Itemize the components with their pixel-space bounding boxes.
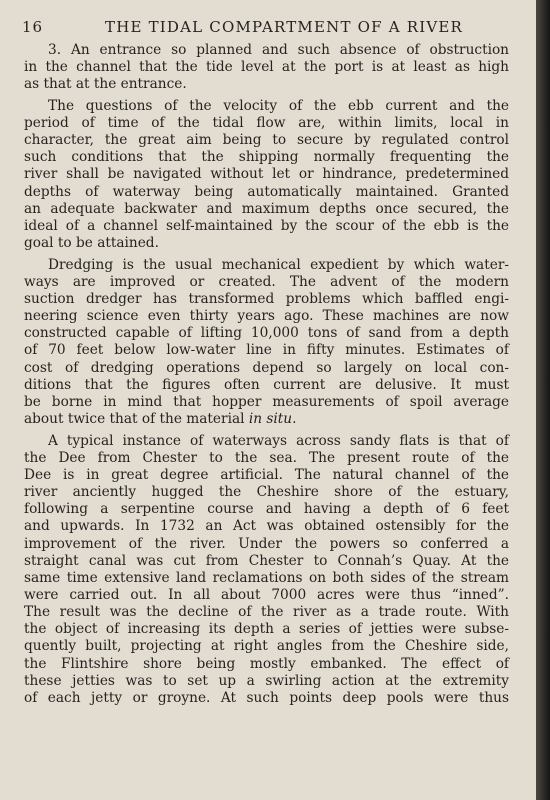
text-line: character, the great aim being to secure by regulated control xyxy=(24,132,509,149)
page-edge-shadow xyxy=(536,0,550,800)
text-line: following a serpentine course and having a depth of 6 feet xyxy=(24,501,509,518)
text-line: in the channel that the tide level at the port is at least as high xyxy=(24,59,509,76)
text-line: were carried out. In all about 7000 acres were thus “inned”. xyxy=(24,587,509,604)
text-line xyxy=(24,411,509,428)
paragraph-2 xyxy=(24,98,509,252)
text-line: of each jetty or groyne. At such points deep pools were thus xyxy=(24,689,509,706)
text-line: improvement of the river. Under the powers so conferred a xyxy=(24,535,509,552)
paragraph-1 xyxy=(24,42,509,93)
text-line: constructed capable of lifting 10,000 tons of sand from a depth xyxy=(24,325,509,342)
italic-phrase: in situ. xyxy=(248,411,297,428)
text-line: ditions that the figures often current are delusive. It must xyxy=(24,376,509,393)
text-line: depths of waterway being automatically maintained. Granted xyxy=(24,183,509,200)
text-line: Dredging is the usual mechanical expedient by which water- xyxy=(48,256,509,273)
text-line: The questions of the velocity of the ebb current and the xyxy=(48,97,509,114)
text-line: A typical instance of waterways across sandy flats is that of xyxy=(48,432,509,449)
text-line: The result was the decline of the river as a trade route. With xyxy=(24,604,509,621)
text-line: as that at the entrance. xyxy=(24,76,187,93)
running-title: THE TIDAL COMPARTMENT OF A RIVER xyxy=(104,18,463,36)
text-line: quently built, projecting at right angles from the Cheshire side, xyxy=(24,638,509,655)
paragraph-3 xyxy=(24,257,509,429)
text-line: the Flintshire shore being mostly embanked. The effect of xyxy=(24,655,509,672)
text-fragment: about twice that of the material xyxy=(24,411,249,428)
text-line: of 70 feet below low-water line in fifty minutes. Estimates of xyxy=(24,342,509,359)
page-header xyxy=(22,18,508,40)
paragraph-4 xyxy=(24,433,509,708)
body-text xyxy=(24,42,509,712)
text-line: ideal of a channel self-maintained by the scour of the ebb is the xyxy=(24,217,509,234)
text-line: an adequate backwater and maximum depths once secured, the xyxy=(24,200,509,217)
text-line: Dee is in great degree artificial. The natural channel of the xyxy=(24,466,509,483)
text-line: goal to be attained. xyxy=(24,235,159,252)
text-line: same time extensive land reclamations on both sides of the stream xyxy=(24,569,509,586)
text-line: be borne in mind that hopper measurements of spoil average xyxy=(24,393,509,410)
text-line: river anciently hugged the Cheshire shore of the estuary, xyxy=(24,484,509,501)
text-line: these jetties was to set up a swirling action at the extremity xyxy=(24,672,509,689)
text-line: straight canal was cut from Chester to Connah’s Quay. At the xyxy=(24,552,509,569)
text-line: 3. An entrance so planned and such absence of obstruction xyxy=(48,42,509,58)
text-line: period of time of the tidal flow are, within limits, local in xyxy=(24,115,509,132)
text-line: ways are improved or created. The advent of the modern xyxy=(24,273,509,290)
text-line: the object of increasing its depth a series of jetties were subse- xyxy=(24,621,509,638)
text-line: and upwards. In 1732 an Act was obtained ostensibly for the xyxy=(24,518,509,535)
text-line: suction dredger has transformed problems which baffled engi- xyxy=(24,290,509,307)
text-line: neering science even thirty years ago. These machines are now xyxy=(24,308,509,325)
text-line: the Dee from Chester to the sea. The present route of the xyxy=(24,449,509,466)
text-line: cost of dredging operations depend so largely on local con- xyxy=(24,359,509,376)
text-line: river shall be navigated without let or hindrance, predetermined xyxy=(24,166,509,183)
page-number: 16 xyxy=(22,18,44,36)
text-line: such conditions that the shipping normally frequenting the xyxy=(24,149,509,166)
